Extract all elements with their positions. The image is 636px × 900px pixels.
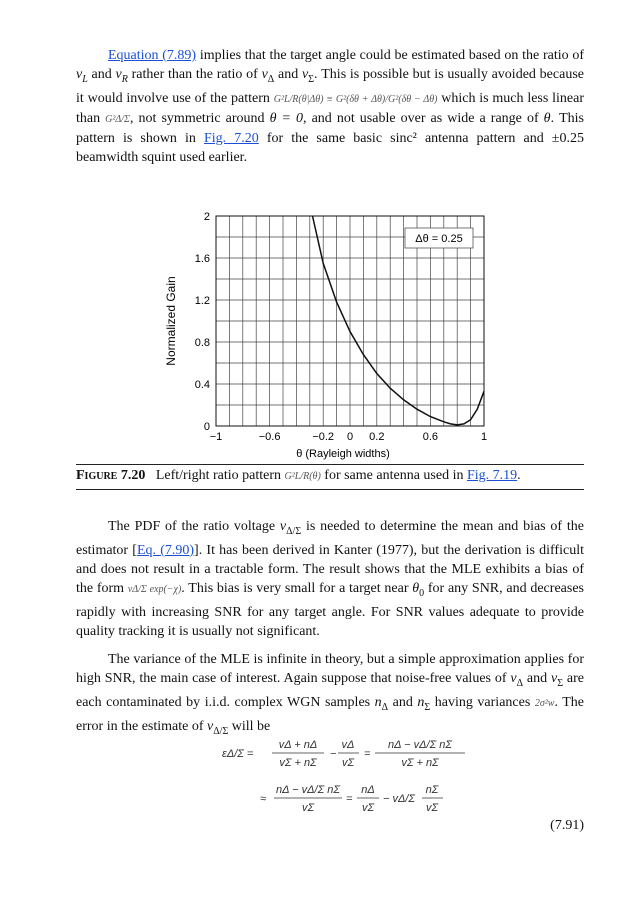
var-vD-2: v [510, 671, 517, 686]
var-vS-2: v [551, 671, 558, 686]
figure-7-20-chart [160, 208, 490, 463]
p1-text-4: and [274, 67, 302, 82]
equation-link[interactable]: Equation (7.89) [108, 48, 197, 63]
var-vR: v [115, 67, 122, 82]
var-vR-sub: R [121, 73, 128, 85]
x-tick-label: 1 [480, 431, 488, 443]
y-tick-label: 1.6 [194, 253, 210, 265]
caption-figure-link[interactable]: Fig. 7.19 [466, 468, 518, 483]
p1-text-6: which is much less linear than [76, 90, 584, 126]
theta-equals-zero: θ = 0 [269, 110, 304, 126]
caption-equation: G²L/R(θ) [284, 471, 321, 482]
var-v-ratio-2: v [207, 718, 214, 734]
var-vD-sub: Δ [267, 73, 275, 85]
var-vD-2-sub: Δ [516, 677, 524, 689]
x-tick-label: 0.2 [369, 431, 385, 443]
eq2-frac2-den: vΣ [361, 802, 375, 814]
var-v-ratio-2-sub: Δ/Σ [213, 725, 229, 737]
p2-text-3: ]. It has been derived in Kanter (1977), but the derivation is difficult and does not result in a tractable form. The result shows that the MLE exhibits a bias of the form [76, 542, 584, 596]
bias-form: vΔ/Σ exp(−χ) [127, 583, 182, 595]
eq2-frac1-den: vΣ [301, 802, 315, 814]
p3-text-3: are each contaminated by i.i.d. complex WGN samples [76, 671, 585, 710]
p1-text-10: for the same basic sinc² antenna pattern and ±0.25 beamwidth squint used earlier. [76, 130, 584, 165]
figure-rule-top [76, 464, 584, 465]
equation-svg [220, 735, 480, 825]
pattern-equation: G²L/R(θ|Δθ) ≡ G²(δθ + Δθ)/G²(δθ − Δθ) [273, 93, 438, 105]
eq-frac1-den: vΣ + nΣ [279, 757, 317, 769]
x-tick-label: 0.6 [422, 431, 439, 443]
var-vS: v [301, 67, 309, 82]
paragraph-1 [76, 46, 584, 167]
var-theta0-sub: 0 [419, 587, 425, 599]
y-tick-label: 0.8 [194, 337, 210, 349]
eq-minus: − [330, 748, 337, 760]
eq-approx: ≈ [260, 793, 267, 805]
paragraph-2 [76, 517, 584, 641]
p2-text-4: . This bias is very small for a target near [181, 580, 413, 596]
ratio-equation: G²Δ/Σ [105, 113, 130, 125]
p2-text-1: The PDF of the ratio voltage [108, 519, 280, 534]
p3-text-5: having variances [430, 694, 535, 710]
eq2-frac3-den: vΣ [425, 802, 439, 814]
p1-text-9: . This pattern is shown in [76, 110, 585, 146]
legend-label: Δθ = 0.25 [415, 233, 463, 245]
var-nD: n [374, 694, 382, 710]
caption-label: Figure 7.20 [76, 468, 146, 483]
eq-frac1-num: vΔ + nΔ [278, 739, 318, 751]
eq2-frac2-num: nΔ [361, 784, 375, 796]
eq-frac2-den: vΣ [341, 757, 355, 769]
var-nS: n [417, 694, 425, 710]
var-v-ratio-sub: Δ/Σ [286, 525, 302, 537]
p3-text-2: and [523, 671, 551, 686]
y-axis-label: Normalized Gain [164, 276, 178, 366]
equation-7-91 [220, 735, 480, 825]
var-nD-sub: Δ [381, 701, 389, 713]
caption-text-3: . [517, 468, 521, 483]
chart-legend [405, 228, 473, 248]
x-tick-label: −1 [209, 431, 223, 443]
eq2-frac1-num: nΔ − vΔ/Σ nΣ [276, 784, 340, 796]
p1-text-1: implies that the target angle could be estimated based on the ratio of [196, 48, 584, 63]
p1-text-8: , and not usable over as wide a range of [303, 110, 544, 126]
y-tick-label: 0.4 [194, 379, 210, 391]
caption-text-1: Left/right ratio pattern [155, 468, 285, 483]
x-tick-label: −0.6 [258, 431, 281, 443]
var-theta0: θ [412, 580, 420, 596]
p2-text-2: is needed to determine the mean and bias of the estimator [ [76, 519, 584, 558]
y-tick-label: 2 [203, 211, 210, 223]
var-vS-sub: Σ [308, 73, 314, 85]
x-tick-label: −0.2 [312, 431, 335, 443]
eq-frac3-num: nΔ − vΔ/Σ nΣ [388, 739, 452, 751]
paragraph-3 [76, 650, 584, 740]
y-tick-label: 0 [203, 421, 210, 433]
x-tick-label: 0 [346, 431, 354, 443]
p3-text-7: will be [228, 718, 271, 734]
var-nS-sub: Σ [424, 701, 431, 713]
eq2-minus-v: − vΔ/Σ [383, 793, 416, 805]
var-vL-sub: L [82, 73, 88, 85]
figure-rule-bottom [76, 489, 584, 490]
p1-text-3: rather than the ratio of [127, 67, 262, 82]
p3-text-1: The variance of the MLE is infinite in theory, but a simple approximation applies for high SNR, the main case of interest. Again suppose that noise-free values of [76, 652, 584, 686]
var-vL: v [76, 67, 83, 82]
figure-link[interactable]: Fig. 7.20 [203, 130, 259, 146]
var-v-ratio: v [279, 519, 287, 534]
x-axis-label: θ (Rayleigh widths) [296, 448, 390, 460]
caption-text-2: for same antenna used in [320, 468, 467, 483]
var-theta: θ [543, 110, 551, 126]
y-tick-label: 1.2 [194, 295, 210, 307]
equation-number: (7.91) [550, 818, 584, 833]
noise-variance: 2σ²w [534, 697, 555, 709]
chart-svg [160, 208, 490, 463]
p1-text-5: . This is possible but is usually avoided because it would involve use of the pattern [76, 67, 584, 106]
p2-text-5: for any SNR, and decreases rapidly with increasing SNR for any target angle. For SNR values adequate to provide quality tracking it is usually not significant. [76, 580, 584, 639]
eq-7-90-link[interactable]: Eq. (7.90) [136, 542, 195, 558]
p3-text-6: . The error in the estimate of [76, 694, 585, 734]
eq-frac2-num: vΔ [341, 739, 355, 751]
eq-frac3-den: vΣ + nΣ [401, 757, 439, 769]
eq2-equals: = [346, 793, 353, 805]
var-vD: v [261, 67, 268, 82]
eq-lhs: εΔ/Σ = [222, 748, 254, 760]
p1-text-7: , not symmetric around [129, 110, 270, 126]
eq2-frac3-num: nΣ [425, 784, 439, 796]
eq-equals: = [364, 748, 371, 760]
p1-text-2: and [87, 67, 116, 82]
var-vS-2-sub: Σ [557, 677, 564, 689]
figure-caption [76, 466, 584, 486]
p3-text-4: and [388, 694, 418, 710]
